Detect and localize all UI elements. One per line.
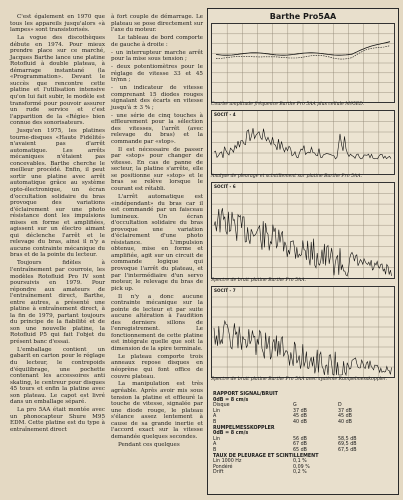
article-paragraph: Le tableau de bord comporte de gauche à droite : (111, 35, 203, 48)
spec-cell: A (213, 414, 217, 420)
article-paragraph: Le plateau comporte trois anneaux repose disques en néoprène qui font office de couvre plateau. (111, 353, 203, 380)
noise-spectrum-svg (212, 183, 394, 278)
article-paragraph: Il n'y a donc aucune contrainte mécanique sur la pointe de lecteur et par suite aucune altération à l'audition des derniers sillons de l'enregistrement. Le fonctionnement de cette platine est intégrale quelle que soit la dimension de la spire terminale. (111, 293, 203, 352)
plot1-caption: Courbe amplitude fréquence Barthe Pro 5AA plus cellule M95ED. (211, 102, 365, 107)
spec-row (213, 448, 393, 454)
spec-cell: Lin 1000 Hz (213, 459, 242, 465)
spec-cell: 0,09 % (293, 464, 310, 470)
spec-cell: 37 dB (338, 408, 352, 414)
spec-row (213, 420, 393, 426)
frequency-response-plot (211, 23, 395, 103)
spec-cell: 69,5 dB (338, 442, 357, 448)
spec-cell: 45 dB (338, 414, 352, 420)
wow-heading: TAUX DE PLEURAGE ET SCINTILLEMENT (213, 453, 319, 459)
spec-cell: Drift (213, 470, 224, 476)
article-paragraph: - un indicateur de vitesse comprenant 15 diodes rouges signalant des écarts en vitesse jusqu'à ± 3 % ; (111, 85, 203, 111)
wow-rows (213, 459, 393, 476)
article-paragraph: Jusqu'en 1975, les platines tourne-disques «Haute Fidélité» n'avaient pas d'arrêt automatique. Les arrêts mécaniques n'étaient pas concevables. Barthe cherche le meilleur procédé. Enfin, il peut sortir une platine avec arrêt automatique grâce au système opto-électronique, un écran d'occultation solidaire du bras provoque des variations d'éclairement sur une photo résistance dont les impulsions mises en forme et amplifiées, agissent sur un électro aimant qui déclenche l'arrêt et le relevage du bras, ainsi il n'y a aucune contrainte mécanique du bras et de la pointe du lecteur. (10, 128, 105, 259)
snr-reference: 0dB = 8 cm/s (213, 397, 249, 403)
article-paragraph: Il est nécessaire de passer par «stop» pour changer de vitesse. En cas de panne de secteur, la platine s'arrête, elle se positionne sur «stop» et le bras se relève lorsque le courant est rétabli. (111, 146, 203, 193)
article-paragraph: à fort couple de démarrage. Le plateau se pose directement sur l'axe du moteur. (111, 14, 203, 34)
article-paragraph: La manipulation est très agréable. Après avoir mis sous tension la platine et effleuré la touche de vitesse, signalée par une diode rouge, le plateau s'élance assez lentement à cause de sa grande inertie et l'accord exact sur la vitesse demandée quelques secondes. (111, 381, 203, 440)
snr-rows (213, 409, 393, 426)
plot2-tag: SOCIT - 4 (214, 112, 236, 117)
article-paragraph: Pendant ces quelques (118, 441, 180, 448)
spec-cell: B (213, 447, 217, 453)
spec-cell: 40 dB (338, 419, 352, 425)
spec-cell: B (213, 419, 217, 425)
spec-row (213, 470, 393, 476)
spec-cell: 56 dB (293, 436, 307, 442)
plot3-tag: SOCIT - 6 (214, 184, 236, 189)
wow-flutter-plot (211, 110, 395, 175)
rumble-spectrum-svg (212, 287, 394, 377)
snr-heading: RAPPORT SIGNAL/BRUIT (213, 392, 278, 397)
panel-title: Barthe Pro5AA (269, 12, 337, 21)
rumble-heading: RUMPELMESSKOPPLER (213, 425, 275, 431)
spec-cell: Lin (213, 408, 221, 414)
plot4-tag: SOCIT - 7 (214, 288, 236, 293)
spec-cell: 67,5 dB (338, 447, 357, 453)
spec-cell: 58,5 dB (338, 436, 357, 442)
article-paragraph: La pro 5AA était montée avec un phonocapteur Shure M95 EDM. Cette platine est du type à entraînement direct (10, 407, 105, 433)
plot3-caption: Spectre de bruit platine Barthe Pro 5AA. (211, 278, 307, 283)
frequency-response-svg (212, 24, 394, 102)
rumble-reference: 0dB = 8 cm/s (213, 431, 249, 437)
noise-spectrum-plot (211, 182, 395, 279)
wow-flutter-svg (212, 111, 394, 174)
spec-cell: 67 dB (293, 442, 307, 448)
wow-flutter-curve (214, 128, 391, 159)
article-paragraph: C'est également en 1970 que tous les appareils jusqu'alors «à lampes» sont transistorisés. (10, 14, 105, 34)
spec-cell: 40 dB (293, 419, 307, 425)
article-column-2 (111, 14, 203, 450)
spec-cell: Pondéré (213, 464, 233, 470)
article-paragraph: Toujours fidèles à l'entraînement par courroie, les modèles Rotofluid Pro IV sont poursuivis en 1979. Pour répondre aux amateurs de l'entraînement direct, Barthe, entre autres, a présenté une platine à entraînement direct, à la fin de 1979, partant toujours du principe de la fiabilité et de son une nouvelle platine, la Rotofluid P5 qui fait l'objet du présent banc d'essai. (10, 260, 105, 345)
noise-spectrum-curve (214, 208, 392, 276)
article-column-1 (10, 14, 105, 435)
measurement-panel (207, 8, 399, 495)
rumble-rows (213, 437, 393, 454)
article-paragraph: - une série de cinq touches à effleurement pour la sélection des vitesses, l'arrêt (avec relevage du bras) et la commande par «stop». (111, 112, 203, 145)
plot4-caption: Spectre de bruit platine Barthe Pro 5AA avec système Rumpelmesskoppler. (211, 377, 387, 382)
spec-cell: 0,1 % (293, 459, 307, 465)
col-g: G (293, 403, 297, 409)
spec-cell: Lin (213, 436, 221, 442)
article-paragraph: L'arrêt automatique est «indépendant» du bras car il est commandé par un faisceau lumineux. Un écran d'occultation solidaire du bras provoque une variation d'éclairement d'une photo résistance. L'impulsion obtenue, mise en forme et amplifiée, agit sur un circuit de commande logique qui provoque l'arrêt du plateau, et par l'intermédiaire d'un servo moteur, le relevage du bras de pick up. (111, 193, 203, 292)
rumble-spectrum-plot (211, 286, 395, 378)
spec-table (213, 392, 393, 476)
col-d: D (338, 403, 342, 409)
plot2-caption: Analyse de pleurage et scintillement sur platine Barthe Pro 5AA. (211, 174, 362, 179)
article-paragraph: L'emballage contient un gabarit en carton pour le réglage du lecteur, le contrepoids d'équilibrage, une pochette contenant les accessoires anti skating, le centreur pour disques 45 tours et enfin la platine avec son plateau. Le capot est livré dans un emballage séparé. (10, 346, 105, 406)
spec-cell: 65 dB (293, 447, 307, 453)
spec-cell: A (213, 442, 217, 448)
spec-cell: 45 dB (293, 414, 307, 420)
article-paragraph: - deux potentiomètres pour le réglage de vitesse 33 et 45 tr/mn ; (111, 64, 203, 84)
article-paragraph: - un interrupteur marche arrêt pour la mise sous tension ; (111, 49, 203, 63)
spec-cell: 0,2 % (293, 470, 307, 476)
article-paragraph: La vogue des discothèques débute en 1974. Pour mieux prendre place sur ce marché, Jacques Barthe lance une platine Rotofluid à double plateau, à démarrage instantané (la «Programmation». Devant le succès que rencontre cette platine et l'utilisation intensive qu'on lui fait subir, le modèle est transformé pour pouvoir assurer un rude service et c'est l'apparition de la «Régie» bien connue des sonorisateurs. (10, 35, 105, 127)
col-disque: Disque (213, 403, 230, 409)
spec-cell: 37 dB (293, 408, 307, 414)
